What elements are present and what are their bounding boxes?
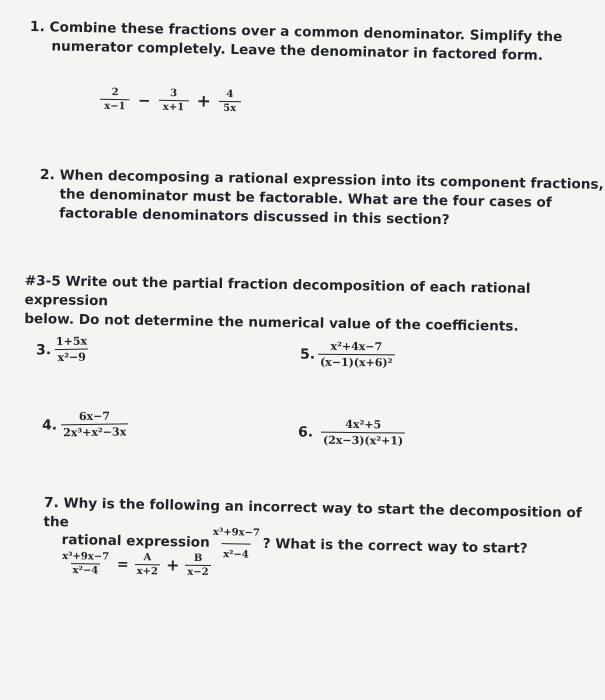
fraction-numerator: x²+4x−7 xyxy=(330,339,383,354)
fraction-numerator: B xyxy=(193,552,203,564)
question-7-line-2a: rational expression xyxy=(61,531,210,551)
problem-5-fraction xyxy=(318,340,395,370)
problem-5-number: 5. xyxy=(299,346,316,363)
fraction-numerator: x³+9x−7 xyxy=(62,550,110,563)
question-1-number: 1. xyxy=(29,18,46,36)
question-7-equation xyxy=(60,551,211,578)
plus-operator: + xyxy=(165,555,180,575)
problem-4-number: 4. xyxy=(41,416,58,434)
fraction-denominator: 2x³+x²−3x xyxy=(61,423,128,439)
fraction-numerator: 3 xyxy=(170,87,178,100)
question-2-line-1: When decomposing a rational expression into its component fractions, xyxy=(59,167,604,193)
section-line-2: below. Do not determine the numerical value of the coefficients. xyxy=(24,310,519,335)
fraction-denominator: x²−4 xyxy=(221,543,251,565)
problem-3-number: 3. xyxy=(35,341,52,358)
problem-4-fraction xyxy=(61,409,128,439)
question-2-number: 2. xyxy=(39,166,56,184)
question-2 xyxy=(39,166,604,233)
equation-b-fraction xyxy=(185,553,211,578)
fraction-3-over-x-plus-1 xyxy=(158,88,188,114)
fraction-denominator: x+2 xyxy=(135,564,160,577)
question-1-expression xyxy=(100,87,241,114)
section-3-5-instructions xyxy=(24,272,605,338)
fraction-numerator: 4x²+5 xyxy=(345,417,382,432)
question-1-line-1: Combine these fractions over a common denominator. Simplify the xyxy=(49,19,563,46)
minus-operator: − xyxy=(137,90,151,110)
fraction-denominator: x−2 xyxy=(185,565,210,578)
fraction-numerator: 4 xyxy=(226,88,234,101)
fraction-denominator: x²−4 xyxy=(70,563,100,576)
question-1-line-2: numerator completely. Leave the denominator in factored form. xyxy=(51,38,544,64)
question-7-line-1: Why is the following an incorrect way to start the decomposition of the xyxy=(43,495,582,531)
fraction-numerator: A xyxy=(143,552,152,564)
fraction-2-over-x-minus-1 xyxy=(100,87,130,113)
question-7-line-2b: ? What is the correct way to start? xyxy=(262,535,528,557)
fraction-numerator: x³+9x−7 xyxy=(212,526,260,539)
problem-6-fraction xyxy=(321,418,405,448)
equation-left-fraction xyxy=(60,551,111,577)
problem-4 xyxy=(42,409,129,439)
question-7-inline-fraction xyxy=(210,523,262,565)
section-line-1: #3-5 Write out the partial fraction decomposition of each rational expression xyxy=(24,272,531,310)
fraction-numerator: 1+5x xyxy=(55,334,88,349)
fraction-denominator: 5x xyxy=(219,101,241,114)
fraction-denominator: (x−1)(x+6)² xyxy=(318,354,395,370)
problem-3 xyxy=(36,335,90,365)
plus-operator: + xyxy=(196,90,211,112)
question-2-line-3: factorable denominators discussed in this section? xyxy=(59,205,450,229)
fraction-numerator: 6x−7 xyxy=(78,409,111,424)
fraction-denominator: x²−9 xyxy=(55,349,88,365)
equation-a-fraction xyxy=(135,552,161,577)
fraction-denominator: x−1 xyxy=(100,99,130,113)
fraction-denominator: (2x−3)(x²+1) xyxy=(321,432,405,448)
fraction-numerator: 2 xyxy=(111,86,119,99)
equals-sign: = xyxy=(116,556,129,573)
fraction-denominator: x+1 xyxy=(158,100,188,114)
problem-3-fraction xyxy=(54,335,90,365)
fraction-4-over-5x xyxy=(219,89,241,114)
question-1 xyxy=(29,18,562,66)
problem-5 xyxy=(300,340,395,370)
problem-6 xyxy=(298,417,406,447)
question-7-number: 7. xyxy=(43,494,60,512)
problem-6-number: 6. xyxy=(297,423,314,441)
question-2-line-2: the denominator must be factorable. What are the four cases of xyxy=(59,186,552,211)
